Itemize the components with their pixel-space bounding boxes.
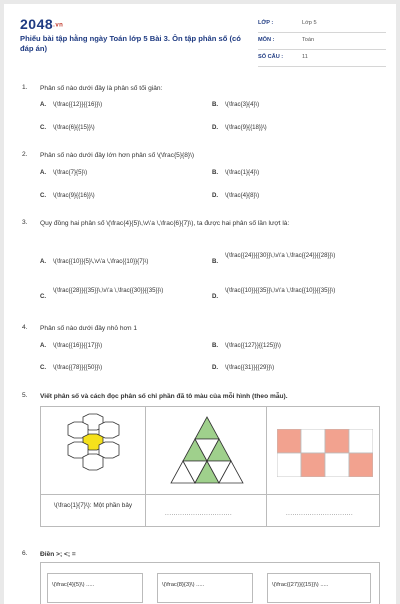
hexagon-cell	[99, 422, 119, 438]
rect-cell-shaded	[349, 453, 373, 477]
rect-cell	[325, 453, 349, 477]
compare-item-1[interactable]: \(\frac{4}{5}\) .....	[47, 573, 143, 603]
sample-answer: \(\frac{1}{7}\): Một phần bảy	[53, 502, 133, 509]
compare-table	[40, 562, 380, 604]
table-divider	[41, 494, 379, 495]
fraction-figure-table	[40, 406, 380, 527]
meta-box	[258, 16, 386, 67]
rect-cell-shaded	[277, 429, 301, 453]
rectangle-figure	[277, 429, 373, 477]
hexagon-figure	[51, 413, 137, 491]
triangle-cell-shaded	[195, 417, 219, 439]
worksheet-page: 2048.vn Phiếu bài tập hằng ngày Toán lớp 5 Bài 3. Ôn tập phân số (có đáp án) LỚP : Lớp 5 MÔN : Toán SỐ CÂU : 11 1. Phân số nào dưới đây là phân số tối giản: A. \(\frac{{12}}{{16}}\) B. \(\frac{3}{4}\) C. \(\frac{6}{{15}}\) D. \(\frac{9}{{18}}\) 2. Phân số nào dưới đây lớn hơn phân số \(\frac{5}{8}\) A. \(\frac{7}{5}\) B. \(\frac{1}{4}\) C. \(\frac{9}{{16}}\) D. \(\frac{4}{8}\) 3. Quy đồng hai phân số \(\frac{4}{5}\,\v\'a \,\frac{6}{7}\), ta được hai phân số lần lượt là: A. \(\frac{{10}}{5}\,\v\'a \,\frac{{10}}{7}\) B. \(\frac{{24}}{{30}}\,\v\'a \,\frac{{24}}{{28}}\) C. \(\frac{{28}}{{35}}\,\v\'a \,\frac{{30}}{{35}}\) D. \(\frac{{10}}{{35}}\,\v\'a \,\frac{{10}}{{35}}\) 4. Phân số nào dưới đây nhỏ hơn 1 A. \(\frac{{16}}{{17}}\) B. \(\frac{{127}}{{125}}\) C. \(\frac{{78}}{{50}}\) D. \(\frac{{31}}{{29}}\) 5. Viết phân số và cách đọc phân số chỉ phần đã tô màu của mỗi hình (theo mẫu). \(\frac{1}{7}\): Một phần bảy ............................... ............................... 6. Điền >; <; = \(\frac{4}{5}\) ..... \(\frac{8}{3}\) ..... \(\frac{{27}}{{15}}\) .....	[4, 4, 396, 604]
hexagon-cell	[83, 454, 103, 470]
rect-cell	[277, 453, 301, 477]
compare-item-2[interactable]: \(\frac{8}{3}\) .....	[157, 573, 253, 603]
compare-item-3[interactable]: \(\frac{{27}}{{15}}\) .....	[267, 573, 371, 603]
answer-blank-3[interactable]: ...............................	[286, 511, 354, 517]
meta-row-count: SỐ CÂU : 11	[258, 50, 386, 67]
table-divider	[266, 407, 267, 526]
answer-blank-2[interactable]: ...............................	[165, 511, 233, 517]
rect-cell	[349, 429, 373, 453]
page-title: Phiếu bài tập hằng ngày Toán lớp 5 Bài 3. Ôn tập phân số (có đáp án)	[20, 34, 241, 53]
hexagon-cell	[99, 442, 119, 458]
meta-row-class: LỚP : Lớp 5	[258, 16, 386, 33]
site-logo[interactable]: 2048.vn	[20, 16, 64, 32]
rect-cell	[301, 429, 325, 453]
rect-cell-shaded	[301, 453, 325, 477]
rect-cell-shaded	[325, 429, 349, 453]
meta-row-subject: MÔN : Toán	[258, 33, 386, 50]
header	[20, 16, 386, 76]
triangle-figure	[157, 415, 257, 489]
table-divider	[145, 407, 146, 526]
